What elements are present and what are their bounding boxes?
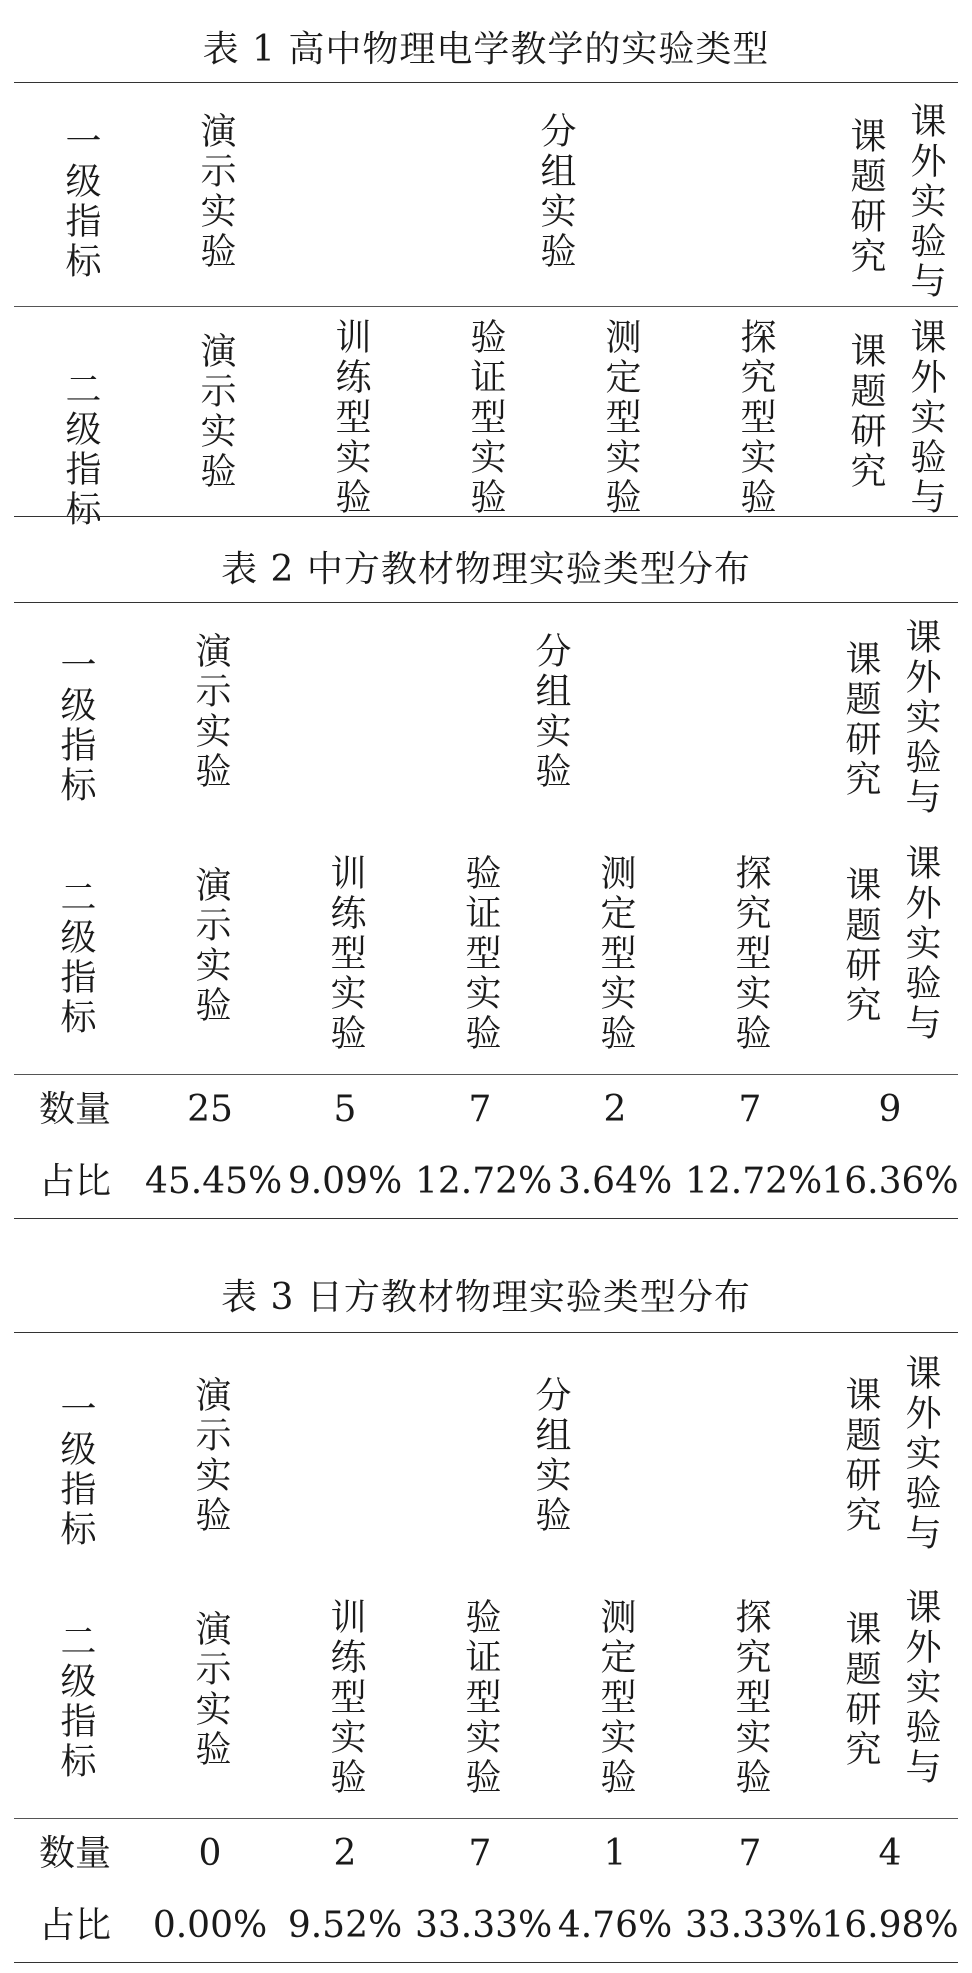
level2-label: 二级指标 xyxy=(55,1622,96,1782)
count-value: 7 xyxy=(468,1089,492,1130)
ratio-row xyxy=(0,1158,972,1208)
top-rule xyxy=(14,82,958,83)
level2-cell: 探究型实验 xyxy=(735,318,776,518)
level2-label: 二级指标 xyxy=(55,878,96,1038)
level1-cell: 演示实验 xyxy=(190,632,231,792)
level1-row xyxy=(0,1354,972,1576)
ratio-label: 占比 xyxy=(38,1161,111,1202)
level2-cell: 测定型实验 xyxy=(600,318,641,518)
count-value: 4 xyxy=(878,1833,902,1874)
level2-row xyxy=(0,1588,972,1798)
ratio-value: 16.98% xyxy=(821,1905,959,1946)
top-rule xyxy=(14,602,958,603)
count-label: 数量 xyxy=(38,1089,111,1130)
count-value: 2 xyxy=(603,1089,627,1130)
count-row xyxy=(0,1086,972,1136)
count-value: 1 xyxy=(603,1833,627,1874)
ratio-value: 4.76% xyxy=(557,1905,673,1946)
ratio-value: 45.45% xyxy=(145,1161,283,1202)
level2-cell: 课外实验与 xyxy=(900,1588,941,1788)
level1-label: 一级指标 xyxy=(55,646,96,806)
row-divider xyxy=(14,1074,958,1075)
ratio-row xyxy=(0,1902,972,1952)
level1-row xyxy=(0,618,972,832)
level2-cell: 演示实验 xyxy=(195,332,236,492)
level1-cell: 演示实验 xyxy=(190,1376,231,1536)
level1-cell: 课外实验与 xyxy=(900,618,941,818)
bottom-rule xyxy=(14,516,958,517)
level1-cell: 课题研究 xyxy=(840,1376,881,1536)
level1-cell: 课外实验与 xyxy=(900,1354,941,1554)
ratio-label: 占比 xyxy=(38,1905,111,1946)
level2-cell: 训练型实验 xyxy=(330,318,371,518)
row-divider xyxy=(14,1818,958,1819)
table-title: 表 2 中方教材物理实验类型分布 xyxy=(221,549,751,590)
level2-row xyxy=(0,844,972,1054)
table-title: 表 1 高中物理电学教学的实验类型 xyxy=(202,29,770,70)
count-value: 7 xyxy=(468,1833,492,1874)
level2-cell: 验证型实验 xyxy=(460,1598,501,1798)
level2-cell: 测定型实验 xyxy=(595,854,636,1054)
count-value: 7 xyxy=(738,1089,762,1130)
level1-cell: 课题研究 xyxy=(840,640,881,800)
level2-cell: 验证型实验 xyxy=(465,318,506,518)
ratio-value: 16.36% xyxy=(821,1161,959,1202)
level2-cell: 测定型实验 xyxy=(595,1598,636,1798)
count-value: 9 xyxy=(878,1089,902,1130)
ratio-value: 9.09% xyxy=(287,1161,403,1202)
ratio-value: 0.00% xyxy=(152,1905,268,1946)
ratio-value: 12.72% xyxy=(415,1161,553,1202)
level1-cell: 分组实验 xyxy=(535,112,576,272)
level1-cell: 课题研究 xyxy=(845,117,886,277)
level1-cell: 分组实验 xyxy=(530,632,571,792)
ratio-value: 3.64% xyxy=(557,1161,673,1202)
level2-cell: 训练型实验 xyxy=(325,854,366,1054)
bottom-rule xyxy=(14,1962,958,1963)
count-value: 0 xyxy=(198,1833,222,1874)
level2-cell: 演示实验 xyxy=(190,866,231,1026)
ratio-value: 9.52% xyxy=(287,1905,403,1946)
level1-cell: 演示实验 xyxy=(195,112,236,272)
bottom-rule xyxy=(14,1218,958,1219)
row-divider xyxy=(14,306,958,307)
level2-cell: 演示实验 xyxy=(190,1610,231,1770)
count-value: 25 xyxy=(187,1089,233,1130)
level1-row xyxy=(0,102,972,312)
count-row xyxy=(0,1830,972,1880)
ratio-value: 33.33% xyxy=(415,1905,553,1946)
level1-cell: 分组实验 xyxy=(530,1376,571,1536)
level1-label: 一级指标 xyxy=(60,122,101,282)
ratio-value: 33.33% xyxy=(685,1905,823,1946)
level2-cell: 课题研究 xyxy=(840,1610,881,1770)
level2-cell: 课外实验与 xyxy=(905,318,946,518)
level2-cell: 训练型实验 xyxy=(325,1598,366,1798)
count-value: 5 xyxy=(333,1089,357,1130)
ratio-value: 12.72% xyxy=(685,1161,823,1202)
level2-cell: 验证型实验 xyxy=(460,854,501,1054)
count-value: 2 xyxy=(333,1833,357,1874)
count-value: 7 xyxy=(738,1833,762,1874)
level2-cell: 课题研究 xyxy=(845,332,886,492)
level2-label: 二级指标 xyxy=(60,370,101,530)
level2-cell: 探究型实验 xyxy=(730,854,771,1054)
level2-cell: 探究型实验 xyxy=(730,1598,771,1798)
level2-row xyxy=(0,318,972,530)
level2-cell: 课外实验与 xyxy=(900,844,941,1044)
top-rule xyxy=(14,1332,958,1333)
level1-label: 一级指标 xyxy=(55,1390,96,1550)
level2-cell: 课题研究 xyxy=(840,866,881,1026)
level1-cell: 课外实验与 xyxy=(905,102,946,302)
table-title: 表 3 日方教材物理实验类型分布 xyxy=(221,1277,751,1318)
count-label: 数量 xyxy=(38,1833,111,1874)
